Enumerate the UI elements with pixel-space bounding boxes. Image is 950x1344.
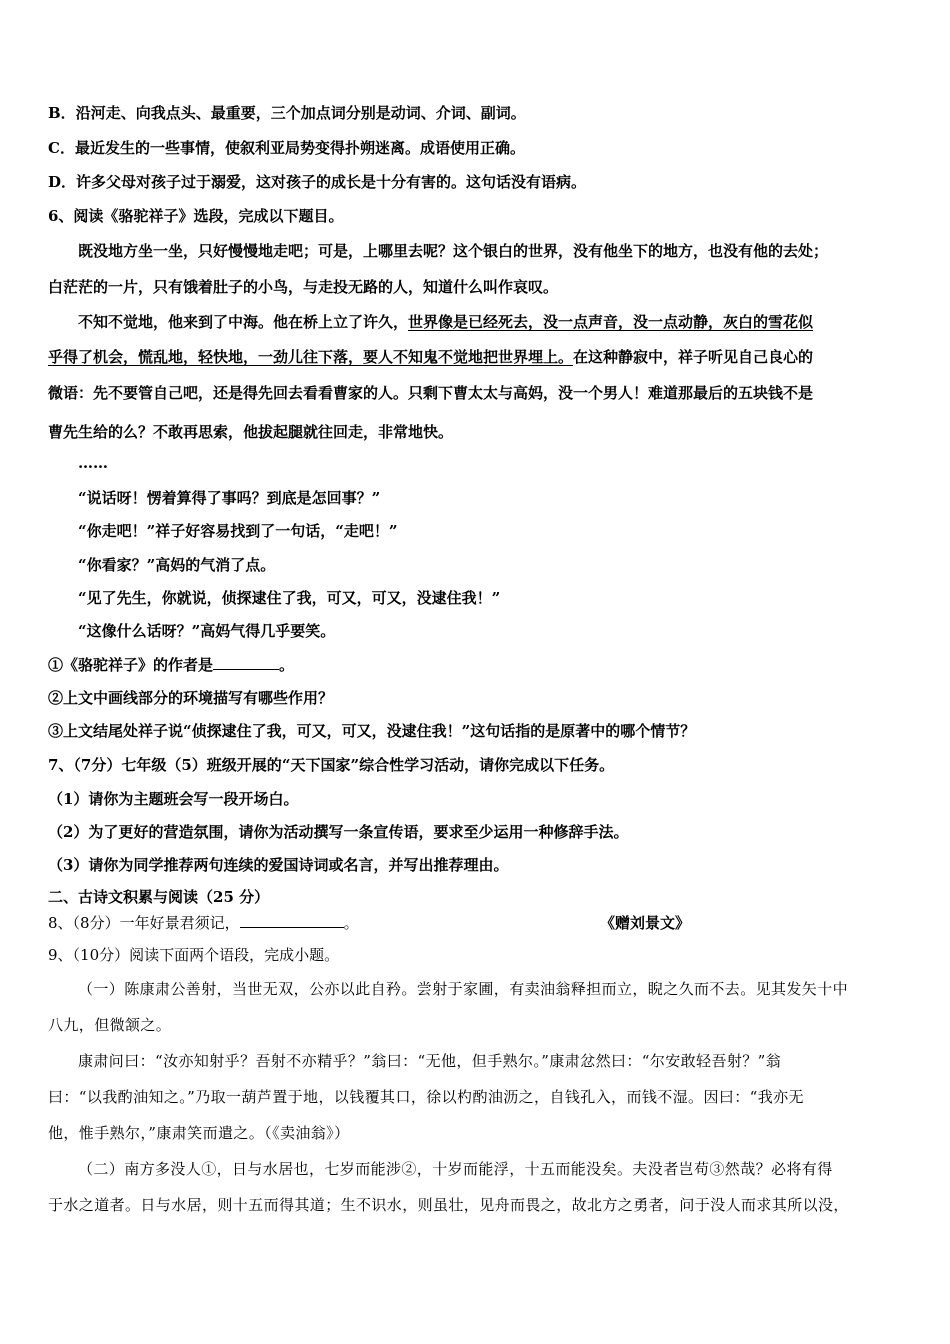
- q6-dialogue-5: “这像什么话呀？”高妈气得几乎要笑。: [78, 622, 336, 640]
- q9-passage-2-line2: 曰：“以我酌油知之。”乃取一葫芦置于地，以钱覆其口，徐以杓酌油沥之，自钱孔入，而钱不湿。因曰：“我亦无: [48, 1088, 804, 1106]
- q6-passage-p2-line3: 微语：先不要管自己吧，还是得先回去看看曹家的人。只剩下曹太太与高妈，没一个男人！难道那最后的五块钱不是: [48, 384, 814, 402]
- choice-c: [48, 137, 908, 159]
- q6-passage-p2-line4: 曹先生给的么？不敢再思索，他拔起腿就往回走，非常地快。: [48, 423, 454, 441]
- choice-b-text: 沿河走、向我点头、最重要，三个加点词分别是动词、介词、副词。: [75, 104, 526, 122]
- q9-passage-3-line2: 于水之道者。日与水居，则十五而得其道；生不识水，则虽壮，见舟而畏之，故北方之勇者，问于没人而求其所以没，: [48, 1196, 849, 1214]
- q8-line: [48, 912, 908, 934]
- choice-d: [48, 171, 908, 193]
- q6-subq-1-text: ①《骆驼祥子》的作者是: [48, 656, 214, 674]
- q6-ellipsis: ……: [78, 454, 108, 472]
- q6-subq-2: ②上文中画线部分的环境描写有哪些作用？: [48, 689, 334, 707]
- q8-source: 《赠刘景文》: [600, 914, 691, 932]
- choice-d-label: D．: [48, 173, 77, 191]
- q9-passage-2-line3: 他，惟手熟尔，”康肃笑而遣之。（《卖油翁》）: [48, 1124, 350, 1142]
- q9-passage-3-line1: （二）南方多没人①，日与水居也，七岁而能涉②，十岁而能浮，十五而能没矣。夫没者岂苟③然哉？必将有得: [78, 1160, 833, 1178]
- q7-task-3: （3）请你为同学推荐两句连续的爱国诗词或名言，并写出推荐理由。: [48, 856, 509, 874]
- q8-end: 。: [343, 914, 359, 932]
- choice-d-text: 许多父母对孩子过于溺爱，这对孩子的成长是十分有害的。这句话没有语病。: [76, 173, 587, 191]
- q7-task-1: （1）请你为主题班会写一段开场白。: [48, 790, 299, 808]
- q6-subq-1-end: 。: [279, 656, 295, 674]
- q9-passage-1-line2: 八九，但微颔之。: [48, 1016, 172, 1034]
- q6-subq-3: ③上文结尾处祥子说“侦探逮住了我，可又，可又，没逮住我！”这句话指的是原著中的哪个情节？: [48, 722, 696, 740]
- q6-dialogue-4: “见了先生，你就说，侦探逮住了我，可又，可又，没逮住我！”: [78, 589, 501, 607]
- q6-dialogue-3: “你看家？”高妈的气消了点。: [78, 556, 276, 574]
- q6-passage-p2-line2: [48, 346, 908, 368]
- q9-title: 9、（10分）阅读下面两个语段，完成小题。: [48, 946, 340, 964]
- q6-passage-p1-line1: 既没地方坐一坐，只好慢慢地走吧；可是，上哪里去呢？这个银白的世界，没有他坐下的地方，也没有他的去处；: [78, 242, 829, 260]
- choice-b: [48, 102, 908, 124]
- q6-title: 6、阅读《骆驼祥子》选段，完成以下题目。: [48, 207, 344, 225]
- section-2-title: 二、古诗文积累与阅读（25 分）: [48, 888, 270, 906]
- choice-b-label: B．: [48, 104, 76, 122]
- q6-dialogue-1: “说话呀！愣着算得了事吗？到底是怎回事？”: [78, 489, 381, 507]
- q9-passage-1-line1: （一）陈康肃公善射，当世无双，公亦以此自矜。尝射于家圃，有卖油翁释担而立，睨之久而不去。见其发矢十中: [78, 980, 849, 998]
- q7-task-2: （2）为了更好的营造氛围，请你为活动撰写一条宣传语，要求至少运用一种修辞手法。: [48, 823, 629, 841]
- q6-dialogue-2: “你走吧！”祥子好容易找到了一句话，“走吧！”: [78, 522, 398, 540]
- q6-p2-line2-underlined: 乎得了机会，慌乱地，轻快地，一劲儿往下落，要人不知鬼不觉地把世界埋上。: [48, 348, 574, 366]
- q9-passage-2-line1: 康肃问曰：“汝亦知射乎？吾射不亦精乎？”翁曰：“无他，但手熟尔。”康肃忿然曰：“尔安敢轻吾射？”翁: [78, 1052, 782, 1070]
- choice-c-text: 最近发生的一些事情，使叙利亚局势变得扑朔迷离。成语使用正确。: [74, 139, 525, 157]
- q6-p2-line1-plain: 不知不觉地，他来到了中海。他在桥上立了许久，: [78, 313, 409, 331]
- q6-p2-line1-underlined: 世界像是已经死去，没一点声音，没一点动静，灰白的雪花似: [408, 313, 814, 331]
- q6-p2-line2-plain: 在这种静寂中，祥子听见自己良心的: [573, 348, 814, 366]
- answer-blank[interactable]: [213, 654, 279, 670]
- q6-passage-p1-line2: 白茫茫的一片，只有饿着肚子的小鸟，与走投无路的人，知道什么叫作哀叹。: [48, 278, 559, 296]
- q8-text: 8、（8分）一年好景君须记，: [48, 914, 240, 932]
- q7-title: 7、（7分）七年级（5）班级开展的“天下国家”综合性学习活动，请你完成以下任务。: [48, 756, 615, 774]
- q6-subq-1: [48, 654, 908, 676]
- q6-passage-p2-line1: [78, 311, 908, 333]
- answer-blank[interactable]: [240, 912, 344, 928]
- choice-c-label: C．: [48, 139, 75, 157]
